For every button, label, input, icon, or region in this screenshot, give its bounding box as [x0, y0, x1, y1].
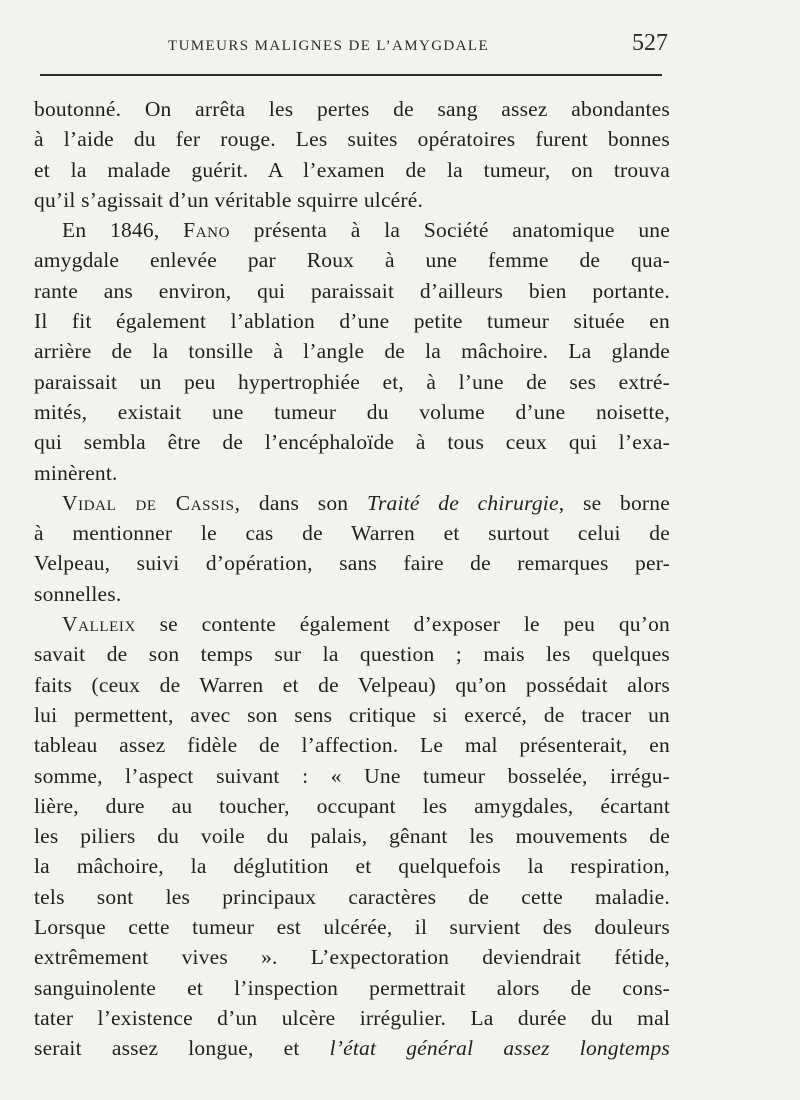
- text-line: [34, 367, 670, 397]
- text-segment: mités, existait une tumeur du volume d’une noisette,: [34, 399, 670, 424]
- text-line: [34, 851, 670, 881]
- text-segment: faits (ceux de Warren et de Velpeau) qu’on possédait alors: [34, 672, 670, 697]
- text-segment: et la malade guérit. A l’examen de la tumeur, on trouva: [34, 157, 670, 182]
- text-segment: extrêmement vives ». L’expectoration deviendrait fétide,: [34, 945, 670, 970]
- text-line: [34, 548, 670, 578]
- text-segment: présenta à la Société anatomique une: [230, 218, 670, 243]
- text-line: [34, 761, 670, 791]
- text-segment: tableau assez fidèle de l’affection. Le mal présenterait, en: [34, 733, 670, 758]
- text-segment: , se borne: [558, 490, 670, 515]
- text-line: [34, 215, 670, 245]
- text-segment: Lorsque cette tumeur est ulcérée, il survient des douleurs: [34, 915, 670, 940]
- text-segment: Il fit également l’ablation d’une petite tumeur située en: [34, 309, 670, 334]
- text-segment: tater l’existence d’un ulcère irrégulier. La durée du mal: [34, 1005, 670, 1030]
- text-segment: qu’il s’agissait d’un véritable squirre ulcéré.: [34, 187, 424, 212]
- text-segment: arrière de la tonsille à l’angle de la mâchoire. La glande: [34, 339, 670, 364]
- text-line: [34, 579, 670, 609]
- text-line: [34, 276, 670, 306]
- text-line: [34, 821, 670, 851]
- text-segment: se contente également d’exposer le peu qu’on: [135, 612, 670, 637]
- text-segment: lui permettent, avec son sens critique si exercé, de tracer un: [34, 702, 670, 727]
- text-line: [34, 488, 670, 518]
- italic-text: l’état général assez longtemps: [329, 1036, 670, 1061]
- text-line: [34, 306, 670, 336]
- text-segment: qui sembla être de l’encéphaloïde à tous ceux qui l’exa-: [34, 430, 670, 455]
- text-line: [34, 670, 670, 700]
- text-line: [34, 791, 670, 821]
- text-line: [34, 155, 670, 185]
- text-line: [34, 185, 670, 215]
- text-segment: amygdale enlevée par Roux à une femme de qua-: [34, 248, 670, 273]
- author-name: Valleix: [62, 612, 136, 637]
- text-line: [34, 609, 670, 639]
- text-segment: à mentionner le cas de Warren et surtout celui de: [34, 521, 670, 546]
- page-number: 527: [632, 30, 668, 56]
- text-line: [34, 912, 670, 942]
- text-segment: lière, dure au toucher, occupant les amygdales, écartant: [34, 793, 670, 818]
- text-line: [34, 397, 670, 427]
- text-line: [34, 730, 670, 760]
- italic-text: Traité de chirurgie: [366, 490, 559, 515]
- text-segment: tels sont les principaux caractères de cette maladie.: [34, 884, 670, 909]
- text-segment: somme, l’aspect suivant : « Une tumeur bosselée, irrégu-: [34, 763, 670, 788]
- body-text: [34, 94, 670, 1064]
- text-segment: à l’aide du fer rouge. Les suites opératoires furent bonnes: [34, 127, 670, 152]
- text-line: [34, 94, 670, 124]
- text-segment: minèrent.: [34, 460, 118, 485]
- text-segment: , dans son: [234, 490, 367, 515]
- text-line: [34, 245, 670, 275]
- text-line: [34, 639, 670, 669]
- text-line: [34, 518, 670, 548]
- running-title: TUMEURS MALIGNES DE L’AMYGDALE: [168, 38, 490, 54]
- text-line: [34, 942, 670, 972]
- text-line: [34, 973, 670, 1003]
- text-line: [34, 882, 670, 912]
- text-segment: sanguinolente et l’inspection permettrait alors de cons-: [34, 975, 670, 1000]
- text-segment: savait de son temps sur la question ; mais les quelques: [34, 642, 670, 667]
- text-line: [34, 124, 670, 154]
- text-segment: la mâchoire, la déglutition et quelquefois la respiration,: [34, 854, 670, 879]
- text-segment: sonnelles.: [34, 581, 122, 606]
- header-rule: [40, 74, 662, 76]
- author-name: Vidal de Cassis: [62, 490, 235, 515]
- text-segment: les piliers du voile du palais, gênant les mouvements de: [34, 824, 670, 849]
- text-segment: En 1846,: [62, 218, 184, 243]
- text-line: [34, 1033, 670, 1063]
- text-segment: Velpeau, suivi d’opération, sans faire de remarques per-: [34, 551, 670, 576]
- text-line: [34, 427, 670, 457]
- page-header: [38, 30, 668, 64]
- text-line: [34, 336, 670, 366]
- text-segment: paraissait un peu hypertrophiée et, à l’une de ses extré-: [34, 369, 670, 394]
- text-segment: serait assez longue, et: [34, 1036, 330, 1061]
- text-line: [34, 700, 670, 730]
- author-name: Fano: [183, 218, 231, 243]
- text-line: [34, 458, 670, 488]
- text-segment: rante ans environ, qui paraissait d’ailleurs bien portante.: [34, 278, 670, 303]
- text-line: [34, 1003, 670, 1033]
- text-segment: boutonné. On arrêta les pertes de sang assez abondantes: [34, 97, 670, 121]
